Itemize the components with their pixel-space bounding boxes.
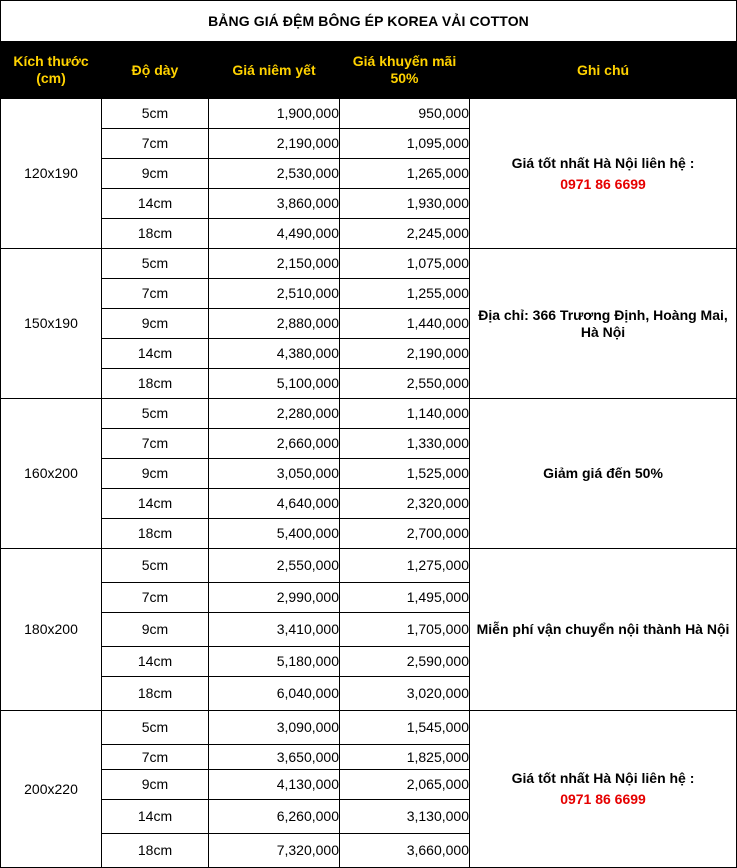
note-text: Giảm giá đến 50% [543,465,663,481]
promo-price-cell: 3,130,000 [340,800,470,834]
table-row [1,549,737,583]
header-promo-price: Giá khuyến mãi 50% [340,42,470,99]
promo-price-cell: 1,255,000 [340,279,470,309]
promo-price-cell: 3,660,000 [340,834,470,868]
promo-price-cell: 2,065,000 [340,770,470,800]
promo-price-cell: 1,330,000 [340,429,470,459]
thickness-cell: 18cm [102,677,209,711]
note-cell [470,399,737,549]
list-price-cell: 2,550,000 [209,549,340,583]
thickness-cell: 5cm [102,249,209,279]
list-price-cell: 4,130,000 [209,770,340,800]
list-price-cell: 3,410,000 [209,613,340,647]
header-thickness: Độ dày [102,42,209,99]
list-price-cell: 4,380,000 [209,339,340,369]
promo-price-cell: 1,265,000 [340,159,470,189]
list-price-cell: 2,990,000 [209,583,340,613]
phone-number[interactable]: 0971 86 6699 [560,791,646,807]
table-row [1,711,737,745]
thickness-cell: 14cm [102,647,209,677]
note-cell [470,249,737,399]
note-text: Miễn phí vận chuyển nội thành Hà Nội [476,621,730,637]
list-price-cell: 3,650,000 [209,745,340,770]
promo-price-cell: 2,550,000 [340,369,470,399]
size-cell: 160x200 [1,399,102,549]
note-cell [470,549,737,711]
list-price-cell: 5,180,000 [209,647,340,677]
list-price-cell: 4,640,000 [209,489,340,519]
list-price-cell: 6,040,000 [209,677,340,711]
size-cell: 180x200 [1,549,102,711]
note-text: Giá tốt nhất Hà Nội liên hệ : [511,770,695,786]
thickness-cell: 14cm [102,339,209,369]
list-price-cell: 1,900,000 [209,99,340,129]
promo-price-cell: 2,245,000 [340,219,470,249]
promo-price-cell: 1,495,000 [340,583,470,613]
size-cell: 200x220 [1,711,102,868]
promo-price-cell: 1,825,000 [340,745,470,770]
note-cell [470,711,737,868]
header-list-price: Giá niêm yết [209,42,340,99]
thickness-cell: 9cm [102,309,209,339]
promo-price-cell: 1,525,000 [340,459,470,489]
thickness-cell: 7cm [102,745,209,770]
thickness-cell: 7cm [102,583,209,613]
thickness-cell: 18cm [102,369,209,399]
table-row [1,399,737,429]
thickness-cell: 5cm [102,99,209,129]
promo-price-cell: 1,440,000 [340,309,470,339]
thickness-cell: 14cm [102,189,209,219]
promo-price-cell: 1,075,000 [340,249,470,279]
thickness-cell: 5cm [102,549,209,583]
note-text: Giá tốt nhất Hà Nội liên hệ : [511,154,695,171]
thickness-cell: 18cm [102,834,209,868]
list-price-cell: 5,400,000 [209,519,340,549]
list-price-cell: 7,320,000 [209,834,340,868]
size-cell: 120x190 [1,99,102,249]
list-price-cell: 6,260,000 [209,800,340,834]
header-note: Ghi chú [470,42,737,99]
list-price-cell: 5,100,000 [209,369,340,399]
list-price-cell: 3,050,000 [209,459,340,489]
promo-price-cell: 950,000 [340,99,470,129]
thickness-cell: 18cm [102,519,209,549]
thickness-cell: 5cm [102,711,209,745]
promo-price-cell: 2,320,000 [340,489,470,519]
thickness-cell: 9cm [102,770,209,800]
table-title: BẢNG GIÁ ĐỆM BÔNG ÉP KOREA VẢI COTTON [1,1,737,42]
promo-price-cell: 3,020,000 [340,677,470,711]
size-cell: 150x190 [1,249,102,399]
thickness-cell: 14cm [102,800,209,834]
thickness-cell: 9cm [102,459,209,489]
promo-price-cell: 2,190,000 [340,339,470,369]
note-cell [470,99,737,249]
thickness-cell: 7cm [102,279,209,309]
note-text: Địa chỉ: 366 Trương Định, Hoàng Mai, Hà Nội [478,306,728,340]
promo-price-cell: 2,590,000 [340,647,470,677]
list-price-cell: 4,490,000 [209,219,340,249]
phone-number[interactable]: 0971 86 6699 [560,175,646,192]
promo-price-cell: 1,930,000 [340,189,470,219]
list-price-cell: 2,510,000 [209,279,340,309]
promo-price-cell: 2,700,000 [340,519,470,549]
list-price-cell: 2,190,000 [209,129,340,159]
thickness-cell: 7cm [102,129,209,159]
list-price-cell: 2,150,000 [209,249,340,279]
table-row [1,249,737,279]
thickness-cell: 18cm [102,219,209,249]
header-row [1,42,737,99]
table-row [1,99,737,129]
thickness-cell: 9cm [102,613,209,647]
thickness-cell: 14cm [102,489,209,519]
header-size: Kích thước (cm) [1,42,102,99]
list-price-cell: 3,090,000 [209,711,340,745]
title-row [1,1,737,42]
promo-price-cell: 1,095,000 [340,129,470,159]
list-price-cell: 2,280,000 [209,399,340,429]
list-price-cell: 2,880,000 [209,309,340,339]
promo-price-cell: 1,705,000 [340,613,470,647]
list-price-cell: 2,660,000 [209,429,340,459]
list-price-cell: 3,860,000 [209,189,340,219]
promo-price-cell: 1,140,000 [340,399,470,429]
thickness-cell: 9cm [102,159,209,189]
thickness-cell: 7cm [102,429,209,459]
thickness-cell: 5cm [102,399,209,429]
list-price-cell: 2,530,000 [209,159,340,189]
promo-price-cell: 1,275,000 [340,549,470,583]
promo-price-cell: 1,545,000 [340,711,470,745]
